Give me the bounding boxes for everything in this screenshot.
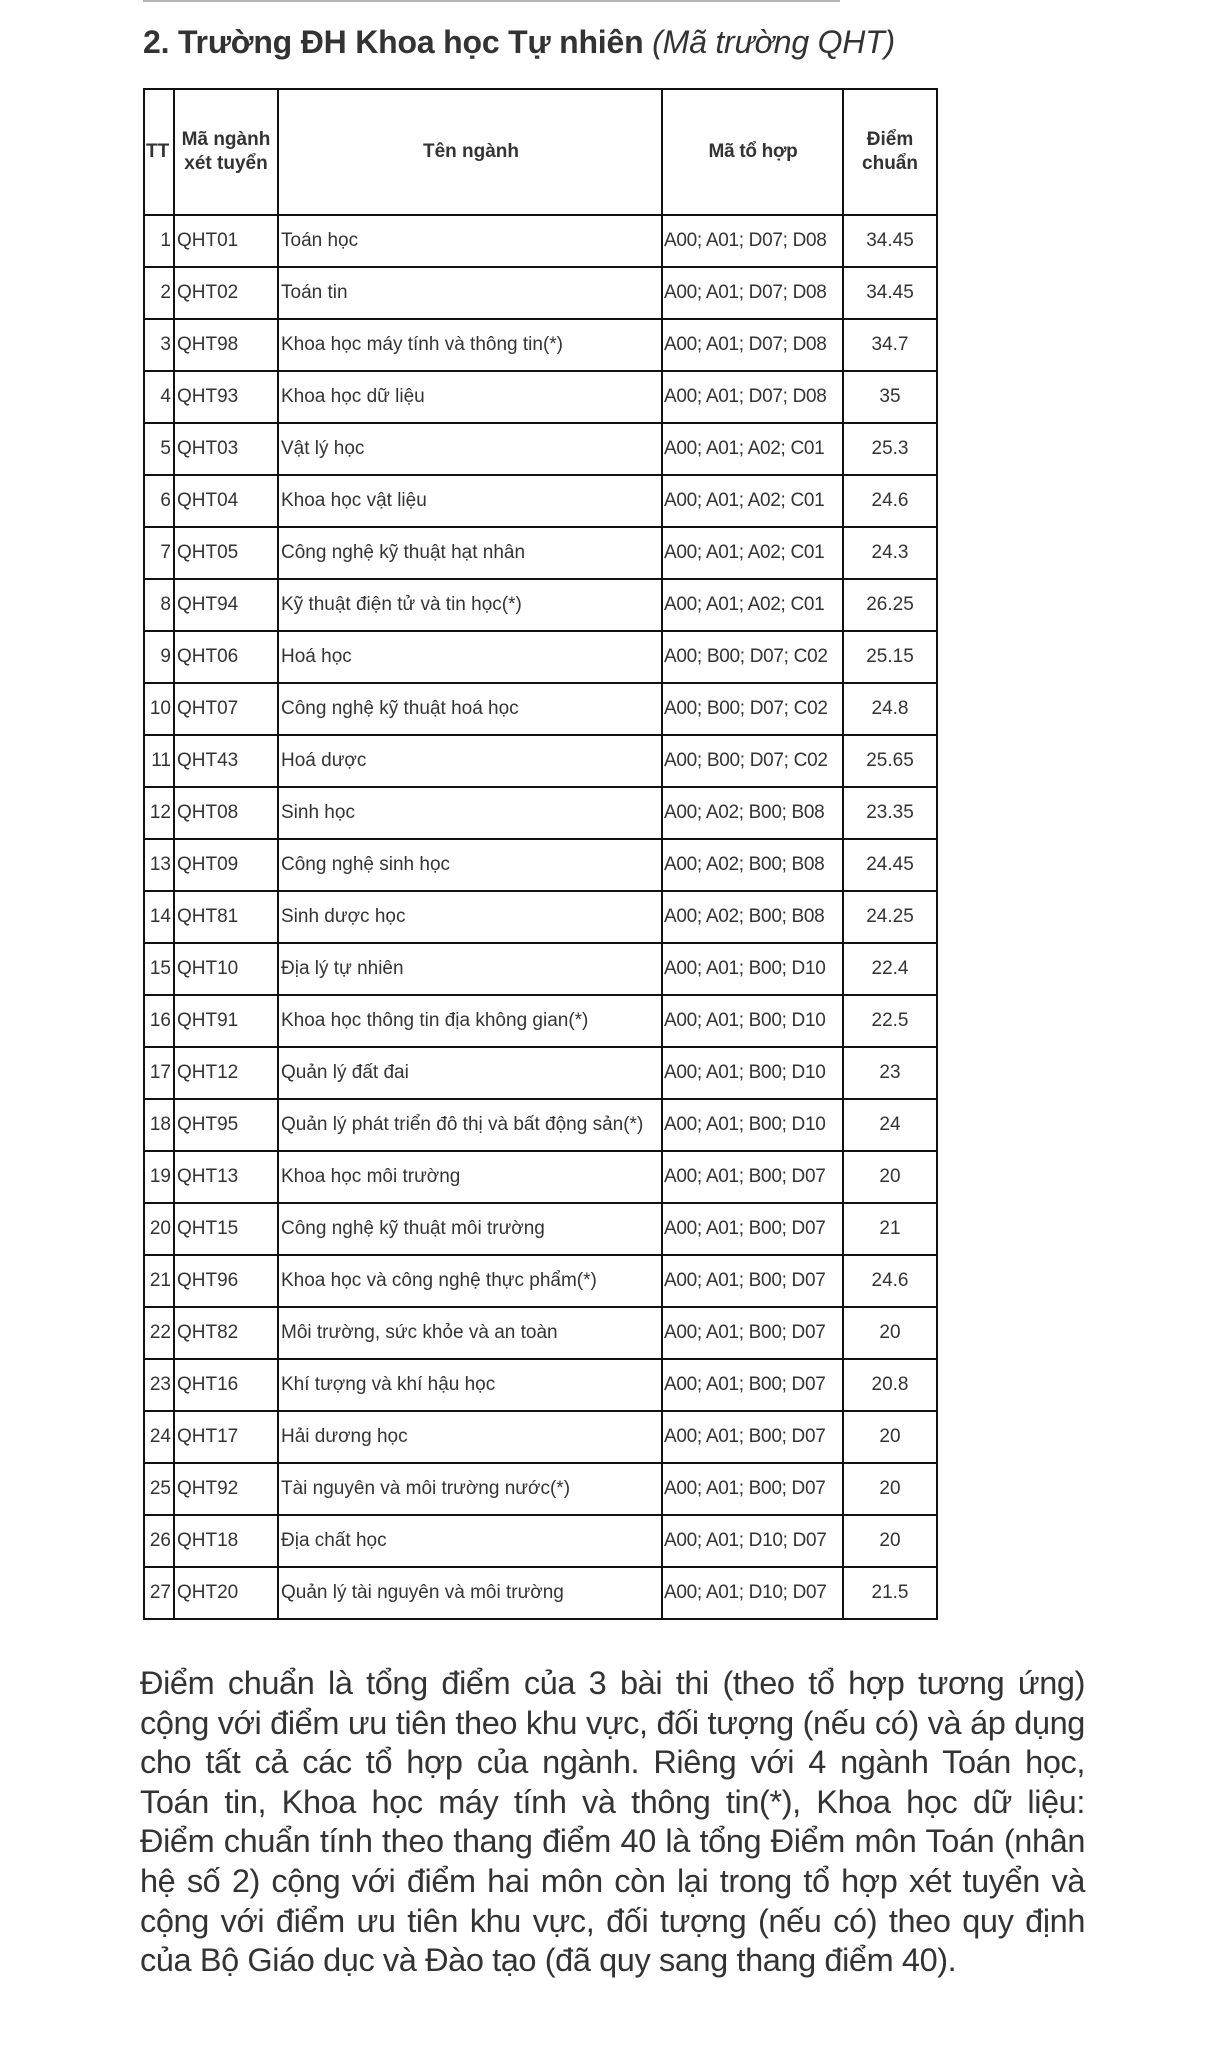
cell-tt: 1	[144, 215, 174, 267]
cell-major-name: Khoa học thông tin địa không gian(*)	[278, 995, 662, 1047]
cell-cutoff-score: 22.4	[843, 943, 937, 995]
cell-tt: 17	[144, 1047, 174, 1099]
cell-cutoff-score: 20	[843, 1411, 937, 1463]
cell-subject-combination: A00; B00; D07; C02	[662, 735, 843, 787]
cell-cutoff-score: 24.8	[843, 683, 937, 735]
cell-subject-combination: A00; A01; D10; D07	[662, 1515, 843, 1567]
cell-major-code: QHT93	[174, 371, 278, 423]
table-row	[144, 1411, 937, 1463]
cell-subject-combination: A00; A01; B00; D10	[662, 995, 843, 1047]
cell-subject-combination: A00; A01; B00; D10	[662, 1099, 843, 1151]
cell-tt: 20	[144, 1203, 174, 1255]
table-row	[144, 1203, 937, 1255]
table-row	[144, 215, 937, 267]
table-row	[144, 423, 937, 475]
table-row	[144, 787, 937, 839]
cell-subject-combination: A00; A01; B00; D07	[662, 1255, 843, 1307]
table-row	[144, 371, 937, 423]
cell-tt: 19	[144, 1151, 174, 1203]
cell-cutoff-score: 21.5	[843, 1567, 937, 1619]
cell-major-code: QHT02	[174, 267, 278, 319]
cell-tt: 9	[144, 631, 174, 683]
table-row	[144, 1151, 937, 1203]
header-major-code: Mã ngành xét tuyển	[174, 89, 278, 215]
cell-subject-combination: A00; A01; D07; D08	[662, 267, 843, 319]
cell-subject-combination: A00; A01; B00; D07	[662, 1411, 843, 1463]
admission-scores-table	[143, 88, 938, 1620]
cell-tt: 5	[144, 423, 174, 475]
cell-cutoff-score: 25.3	[843, 423, 937, 475]
cell-tt: 11	[144, 735, 174, 787]
cell-major-code: QHT08	[174, 787, 278, 839]
table-row	[144, 1047, 937, 1099]
cell-subject-combination: A00; A01; A02; C01	[662, 579, 843, 631]
cell-subject-combination: A00; A02; B00; B08	[662, 839, 843, 891]
cell-major-name: Vật lý học	[278, 423, 662, 475]
explanatory-note: Điểm chuẩn là tổng điểm của 3 bài thi (theo tổ hợp tương ứng) cộng với điểm ưu tiên theo khu vực, đối tượng (nếu có) và áp dụng cho tất cả các tổ hợp của ngành. Riêng với 4 ngành Toán học, Toán tin, Khoa học máy tính và thông tin(*), Khoa học dữ liệu: Điểm chuẩn tính theo thang điểm 40 là tổng Điểm môn Toán (nhân hệ số 2) cộng với điểm hai môn còn lại trong tổ hợp xét tuyển và cộng với điểm ưu tiên khu vực, đối tượng (nếu có) theo quy định của Bộ Giáo dục và Đào tạo (đã quy sang thang điểm 40).	[140, 1665, 1085, 1979]
table-row	[144, 1359, 937, 1411]
cell-cutoff-score: 26.25	[843, 579, 937, 631]
cell-major-code: QHT06	[174, 631, 278, 683]
cell-cutoff-score: 34.45	[843, 267, 937, 319]
cell-cutoff-score: 35	[843, 371, 937, 423]
cell-major-name: Công nghệ kỹ thuật môi trường	[278, 1203, 662, 1255]
cell-subject-combination: A00; A01; B00; D07	[662, 1359, 843, 1411]
cell-subject-combination: A00; A01; B00; D07	[662, 1307, 843, 1359]
cell-major-name: Khoa học dữ liệu	[278, 371, 662, 423]
cell-major-name: Hoá dược	[278, 735, 662, 787]
cell-major-name: Khoa học và công nghệ thực phẩm(*)	[278, 1255, 662, 1307]
cell-major-name: Môi trường, sức khỏe và an toàn	[278, 1307, 662, 1359]
section-title-main: 2. Trường ĐH Khoa học Tự nhiên	[143, 24, 644, 60]
table-row	[144, 631, 937, 683]
cell-major-name: Khoa học vật liệu	[278, 475, 662, 527]
cell-cutoff-score: 20	[843, 1151, 937, 1203]
cell-tt: 2	[144, 267, 174, 319]
header-major-name: Tên ngành	[278, 89, 662, 215]
table-row	[144, 1099, 937, 1151]
cell-tt: 4	[144, 371, 174, 423]
cell-major-code: QHT96	[174, 1255, 278, 1307]
cell-subject-combination: A00; A01; D07; D08	[662, 371, 843, 423]
cell-major-code: QHT03	[174, 423, 278, 475]
cell-cutoff-score: 23	[843, 1047, 937, 1099]
header-tt: TT	[144, 89, 174, 215]
cell-subject-combination: A00; A01; A02; C01	[662, 527, 843, 579]
cell-major-name: Công nghệ kỹ thuật hạt nhân	[278, 527, 662, 579]
cell-major-name: Toán tin	[278, 267, 662, 319]
previous-table-border	[143, 0, 840, 2]
cell-tt: 10	[144, 683, 174, 735]
cell-tt: 7	[144, 527, 174, 579]
cell-major-code: QHT13	[174, 1151, 278, 1203]
cell-subject-combination: A00; A02; B00; B08	[662, 891, 843, 943]
cell-major-code: QHT82	[174, 1307, 278, 1359]
cell-major-code: QHT94	[174, 579, 278, 631]
cell-major-name: Sinh học	[278, 787, 662, 839]
table-row	[144, 735, 937, 787]
cell-tt: 21	[144, 1255, 174, 1307]
table-row	[144, 683, 937, 735]
cell-tt: 27	[144, 1567, 174, 1619]
table-row	[144, 839, 937, 891]
cell-major-name: Toán học	[278, 215, 662, 267]
cell-major-name: Quản lý tài nguyên và môi trường	[278, 1567, 662, 1619]
cell-cutoff-score: 24.6	[843, 1255, 937, 1307]
cell-cutoff-score: 20.8	[843, 1359, 937, 1411]
cell-tt: 8	[144, 579, 174, 631]
cell-cutoff-score: 20	[843, 1307, 937, 1359]
cell-cutoff-score: 20	[843, 1515, 937, 1567]
table-body	[144, 215, 937, 1619]
cell-major-name: Kỹ thuật điện tử và tin học(*)	[278, 579, 662, 631]
table-header-row	[144, 89, 937, 215]
cell-cutoff-score: 24.6	[843, 475, 937, 527]
cell-major-code: QHT91	[174, 995, 278, 1047]
cell-tt: 26	[144, 1515, 174, 1567]
cell-cutoff-score: 24.25	[843, 891, 937, 943]
cell-major-name: Quản lý đất đai	[278, 1047, 662, 1099]
cell-subject-combination: A00; A01; B00; D07	[662, 1151, 843, 1203]
table-row	[144, 475, 937, 527]
cell-major-code: QHT17	[174, 1411, 278, 1463]
cell-tt: 6	[144, 475, 174, 527]
cell-subject-combination: A00; A02; B00; B08	[662, 787, 843, 839]
cell-subject-combination: A00; A01; B00; D10	[662, 943, 843, 995]
cell-subject-combination: A00; A01; B00; D10	[662, 1047, 843, 1099]
cell-tt: 3	[144, 319, 174, 371]
cell-tt: 18	[144, 1099, 174, 1151]
cell-major-code: QHT95	[174, 1099, 278, 1151]
cell-cutoff-score: 21	[843, 1203, 937, 1255]
cell-major-code: QHT15	[174, 1203, 278, 1255]
table-row	[144, 319, 937, 371]
cell-major-name: Khoa học máy tính và thông tin(*)	[278, 319, 662, 371]
header-subject-combination: Mã tổ hợp	[662, 89, 843, 215]
cell-cutoff-score: 24.3	[843, 527, 937, 579]
header-cutoff-score: Điểm chuẩn	[843, 89, 937, 215]
cell-subject-combination: A00; A01; A02; C01	[662, 475, 843, 527]
cell-subject-combination: A00; A01; D07; D08	[662, 215, 843, 267]
cell-major-code: QHT01	[174, 215, 278, 267]
cell-tt: 25	[144, 1463, 174, 1515]
cell-major-name: Địa lý tự nhiên	[278, 943, 662, 995]
cell-major-code: QHT98	[174, 319, 278, 371]
table-row	[144, 1255, 937, 1307]
cell-major-code: QHT05	[174, 527, 278, 579]
section-title	[143, 22, 895, 62]
cell-major-name: Sinh dược học	[278, 891, 662, 943]
cell-cutoff-score: 25.65	[843, 735, 937, 787]
cell-subject-combination: A00; A01; B00; D07	[662, 1203, 843, 1255]
cell-subject-combination: A00; B00; D07; C02	[662, 683, 843, 735]
cell-major-code: QHT04	[174, 475, 278, 527]
table-row	[144, 1463, 937, 1515]
cell-major-code: QHT12	[174, 1047, 278, 1099]
cell-major-name: Khoa học môi trường	[278, 1151, 662, 1203]
cell-subject-combination: A00; A01; D10; D07	[662, 1567, 843, 1619]
cell-tt: 12	[144, 787, 174, 839]
cell-tt: 23	[144, 1359, 174, 1411]
cell-cutoff-score: 25.15	[843, 631, 937, 683]
cell-major-code: QHT81	[174, 891, 278, 943]
cell-major-code: QHT18	[174, 1515, 278, 1567]
cell-tt: 14	[144, 891, 174, 943]
cell-subject-combination: A00; A01; A02; C01	[662, 423, 843, 475]
cell-cutoff-score: 20	[843, 1463, 937, 1515]
cell-major-code: QHT92	[174, 1463, 278, 1515]
table-row	[144, 267, 937, 319]
cell-tt: 16	[144, 995, 174, 1047]
cell-cutoff-score: 34.45	[843, 215, 937, 267]
cell-cutoff-score: 24.45	[843, 839, 937, 891]
table-row	[144, 995, 937, 1047]
cell-major-name: Hoá học	[278, 631, 662, 683]
cell-tt: 15	[144, 943, 174, 995]
cell-major-code: QHT10	[174, 943, 278, 995]
cell-major-name: Địa chất học	[278, 1515, 662, 1567]
cell-major-code: QHT43	[174, 735, 278, 787]
cell-tt: 13	[144, 839, 174, 891]
cell-major-code: QHT09	[174, 839, 278, 891]
cell-major-name: Quản lý phát triển đô thị và bất động sản(*)	[278, 1099, 662, 1151]
section-title-school-code: (Mã trường QHT)	[652, 24, 896, 60]
cell-subject-combination: A00; A01; B00; D07	[662, 1463, 843, 1515]
cell-major-name: Tài nguyên và môi trường nước(*)	[278, 1463, 662, 1515]
cell-major-name: Hải dương học	[278, 1411, 662, 1463]
cell-major-code: QHT07	[174, 683, 278, 735]
cell-subject-combination: A00; B00; D07; C02	[662, 631, 843, 683]
cell-major-code: QHT20	[174, 1567, 278, 1619]
table-row	[144, 1307, 937, 1359]
cell-cutoff-score: 23.35	[843, 787, 937, 839]
table-row	[144, 579, 937, 631]
table-row	[144, 1515, 937, 1567]
cell-major-name: Công nghệ sinh học	[278, 839, 662, 891]
table-row	[144, 891, 937, 943]
cell-tt: 22	[144, 1307, 174, 1359]
table-row	[144, 943, 937, 995]
cell-cutoff-score: 34.7	[843, 319, 937, 371]
cell-subject-combination: A00; A01; D07; D08	[662, 319, 843, 371]
cell-tt: 24	[144, 1411, 174, 1463]
table-row	[144, 527, 937, 579]
cell-major-code: QHT16	[174, 1359, 278, 1411]
cell-major-name: Khí tượng và khí hậu học	[278, 1359, 662, 1411]
table-row	[144, 1567, 937, 1619]
cell-cutoff-score: 22.5	[843, 995, 937, 1047]
cell-major-name: Công nghệ kỹ thuật hoá học	[278, 683, 662, 735]
cell-cutoff-score: 24	[843, 1099, 937, 1151]
